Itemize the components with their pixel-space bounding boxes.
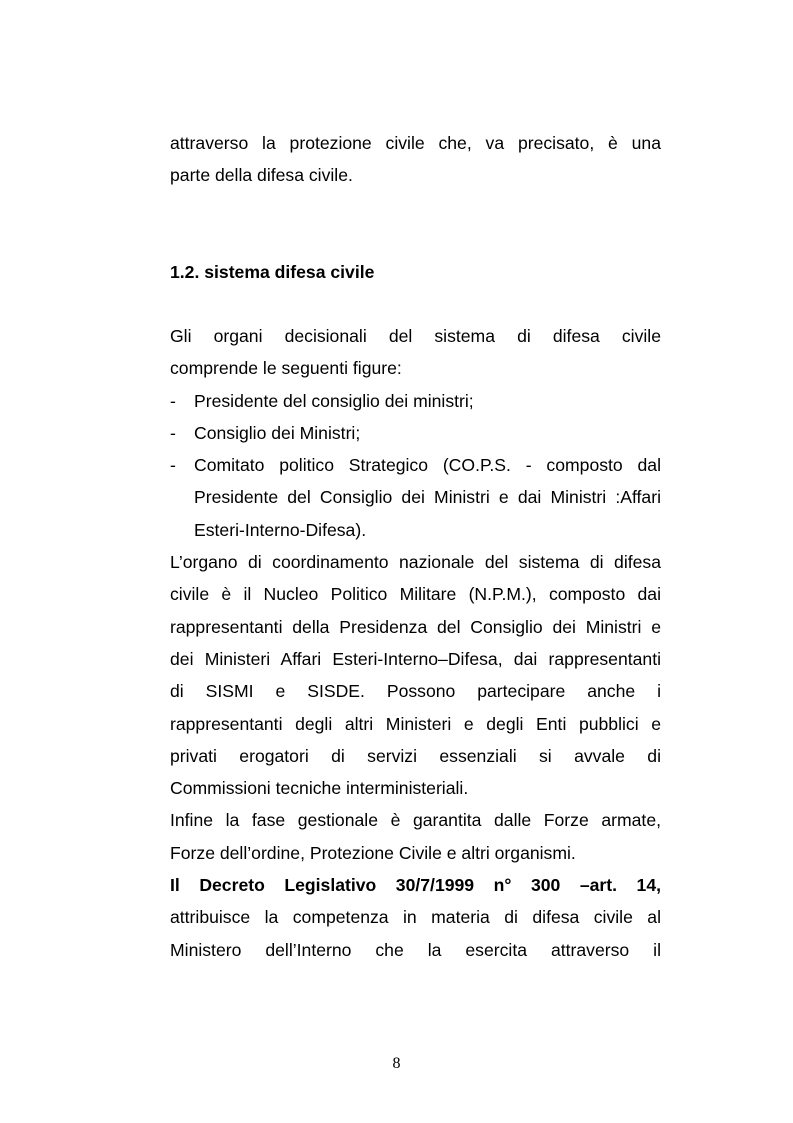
list-item-text: Consiglio dei Ministri;: [194, 422, 361, 443]
paragraph-line: dei Ministeri Affari Esteri-Interno–Difesa, dai rappresentanti: [170, 648, 661, 669]
list-item-text: Esteri-Interno-Difesa).: [194, 519, 367, 540]
list-item: [170, 385, 661, 417]
intro-paragraph: [170, 320, 661, 385]
paragraph-line: privati erogatori di servizi essenziali si avvale di: [170, 745, 661, 766]
paragraph-line: rappresentanti degli altri Ministeri e degli Enti pubblici e: [170, 713, 661, 734]
list-dash: -: [170, 455, 176, 476]
section-heading: 1.2. sistema difesa civile: [170, 262, 375, 282]
body-text: [170, 320, 661, 966]
list-dash: -: [170, 390, 176, 411]
list-item: [170, 449, 661, 546]
paragraph-line: di SISMI e SISDE. Possono partecipare anche i: [170, 681, 661, 702]
final-paragraph: [170, 804, 661, 869]
list-item-text: Presidente del consiglio dei ministri;: [194, 390, 474, 411]
page-number: 8: [392, 1055, 401, 1072]
paragraph-line: Forze dell’ordine, Protezione Civile e altri organismi.: [170, 842, 576, 863]
paragraph-line: L’organo di coordinamento nazionale del sistema di difesa: [170, 552, 661, 573]
list-item: [170, 417, 661, 449]
paragraph-line: Ministero dell’Interno che la esercita attraverso il: [170, 939, 661, 960]
paragraph-line: civile è il Nucleo Politico Militare (N.P.M.), composto dai: [170, 584, 661, 605]
list-dash: -: [170, 422, 176, 443]
paragraph-line: comprende le seguenti figure:: [170, 358, 402, 379]
decree-paragraph: [170, 869, 661, 966]
decree-reference: Il Decreto Legislativo 30/7/1999 n° 300 –art. 14,: [170, 875, 661, 896]
paragraph-line: parte della difesa civile.: [170, 165, 353, 186]
list-item-text: Comitato politico Strategico (CO.P.S. - composto dal: [194, 455, 661, 476]
npm-paragraph: [170, 546, 661, 804]
paragraph-line: rappresentanti della Presidenza del Consiglio dei Ministri e: [170, 616, 661, 637]
paragraph-line: attraverso la protezione civile che, va precisato, è una: [170, 133, 661, 153]
paragraph-line: Infine la fase gestionale è garantita dalle Forze armate,: [170, 810, 661, 831]
figures-list: [170, 385, 661, 546]
paragraph-line: Gli organi decisionali del sistema di difesa civile: [170, 326, 661, 346]
paragraph-line: attribuisce la competenza in materia di difesa civile al: [170, 907, 661, 928]
paragraph-line: Commissioni tecniche interministeriali.: [170, 778, 469, 799]
list-item-text: Presidente del Consiglio dei Ministri e dai Ministri :Affari: [194, 487, 661, 508]
top-paragraph: [170, 127, 661, 192]
